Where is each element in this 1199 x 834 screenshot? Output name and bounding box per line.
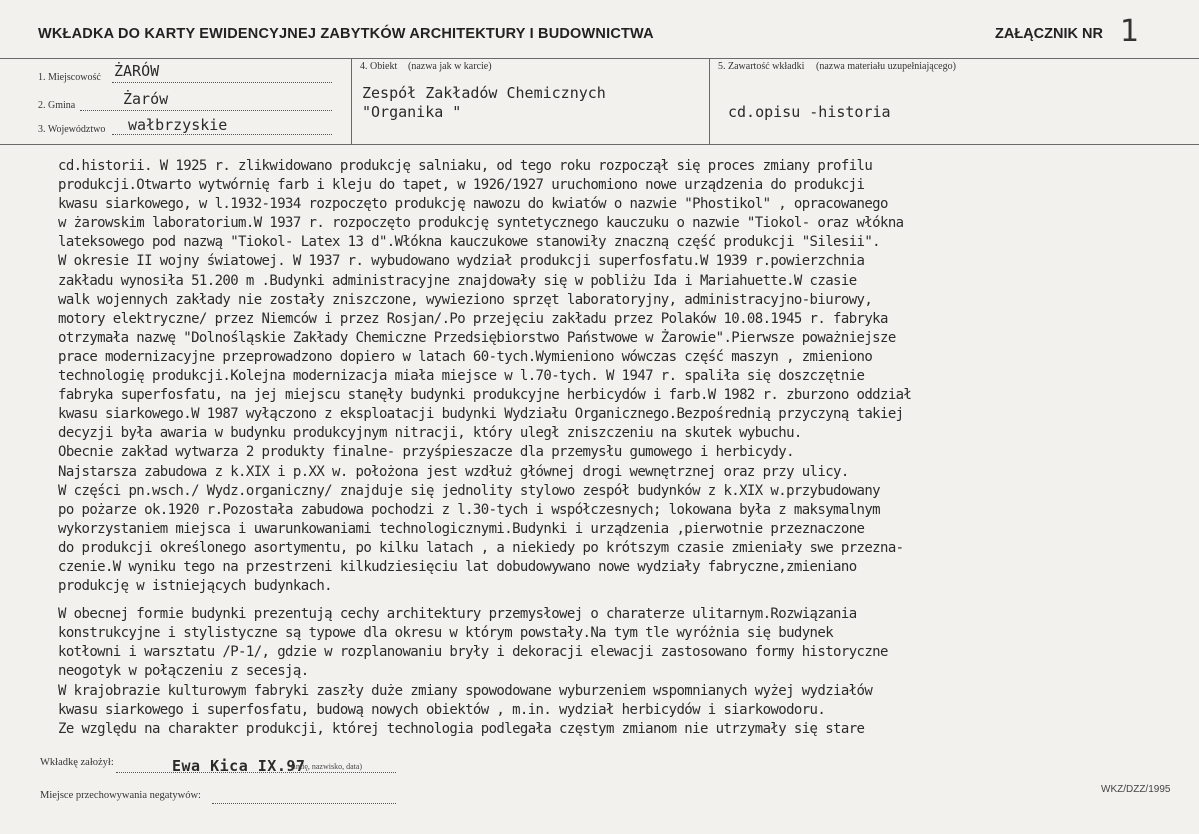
text-line: po pożarze ok.1920 r.Pozostała zabudowa pochodzi z l.30-tych i współczesnych; lokowana była z maksymalnym xyxy=(58,501,881,518)
object-name-line2: "Organika " xyxy=(362,103,462,121)
text-line: decyzji była awaria w budynku produkcyjnym nitracji, który uległ zniszczeniu na skutek wybuchu. xyxy=(58,425,802,442)
text-line: lateksowego pod nazwą "Tiokol- Latex 13 d".Włókna kauczukowe stanowiły znaczną część produkcji "Silesii". xyxy=(58,234,881,251)
object-label: 4. Obiekt xyxy=(360,61,398,72)
text-line: kotłowni i warsztatu /P-1/, gdzie w rozplanowaniu bryły i dekoracji elewacji zastosowano formy historyczne xyxy=(58,644,888,661)
text-line: W krajobrazie kulturowym fabryki zaszły duże zmiany spowodowane wyburzeniem wspomnianych wyżej wydziałów xyxy=(58,682,873,699)
annex-label: ZAŁĄCZNIK NR xyxy=(995,26,1103,42)
text-line: produkcję w istniejących budynkach. xyxy=(58,578,333,595)
text-line: do produkcji określonego asortymentu, po kilku latach , a niekiedy po krótszym czasie zmieniały swe przezna- xyxy=(58,539,904,556)
gmina-underline xyxy=(80,110,332,111)
contents-value: cd.opisu -historia xyxy=(728,103,891,121)
wojewodztwo-value: wałbrzyskie xyxy=(128,116,228,134)
gmina-label: 2. Gmina xyxy=(38,100,76,111)
object-name-line1: Zespół Zakładów Chemicznych xyxy=(362,84,606,102)
text-line: technologię produkcji.Kolejna modernizacja miała miejsce w l.70-tych. W 1947 r. spaliła się doszczętnie xyxy=(58,368,865,385)
text-line: kwasu siarkowego.W 1987 wyłączono z eksploatacji budynki Wydziału Organicznego.Bezpośrednią przyczyną takiej xyxy=(58,406,904,423)
form-title: WKŁADKA DO KARTY EWIDENCYJNEJ ZABYTKÓW ARCHITEKTURY I BUDOWNICTWA xyxy=(38,26,654,42)
text-line: W okresie II wojny światowej. W 1937 r. wybudowano wydział produkcji superfosfatu.W 1939 r.powierzchnia xyxy=(58,253,865,270)
text-line: fabryka superfosfatu, na jej miejscu stanęły budynki produkcyjne herbicydów i farb.W 1982 r. zburzono oddział xyxy=(58,387,912,404)
text-line: kwasu siarkowego, w l.1932-1934 rozpoczęto produkcję nawozu do kwiatów o nazwie "Phostikol" , opracowanego xyxy=(58,196,888,213)
miejscowosc-value: ŻARÓW xyxy=(114,62,160,80)
text-line: Ze względu na charakter produkcji, której technologia podlegała częstym zmianom nie utrzymały się stare xyxy=(58,720,865,737)
history-text xyxy=(58,157,1188,739)
text-line: neogotyk w połączeniu z secesją. xyxy=(58,663,309,680)
annex-number: 1 xyxy=(1120,14,1140,49)
text-line: walk wojennych zakłady nie zostały zniszczone, wywieziono sprzęt laboratoryjny, administracyjno-biurowy, xyxy=(58,291,873,308)
author-signature: Ewa Kica IX.97 xyxy=(172,757,306,775)
wojewodztwo-underline xyxy=(112,134,332,135)
negatives-storage-label: Miejsce przechowywania negatywów: xyxy=(40,790,201,801)
prepared-by-label: Wkładkę założył: xyxy=(40,757,114,768)
location-box xyxy=(0,58,352,145)
miejscowosc-label: 1. Miejscowość xyxy=(38,72,101,83)
negatives-storage-underline xyxy=(212,803,396,804)
text-line: zakładu wynosiła 51.200 m .Budynki administracyjne znajdowały się w pobliżu Ida i Mariahuette.W czasie xyxy=(58,272,857,289)
text-line: otrzymała nazwę "Dolnośląskie Zakłady Chemiczne Przedsiębiorstwo Państwowe w Żarowie".Pierwsze poważniejsze xyxy=(58,329,896,346)
miejscowosc-underline xyxy=(112,82,332,83)
form-header xyxy=(0,0,1199,59)
text-line: w żarowskim laboratorium.W 1937 r. rozpoczęto produkcję syntetycznego kauczuku o nazwie "Tiokol- oraz włókna xyxy=(58,215,904,232)
contents-note: (nazwa materiału uzupełniającego) xyxy=(816,61,956,72)
form-code: WKZ/DZZ/1995 xyxy=(1101,784,1171,795)
text-line: produkcji.Otwarto wytwórnię farb i kleju do tapet, w 1926/1927 uruchomiono nowe urządzenia do produkcji xyxy=(58,177,865,194)
object-note: (nazwa jak w karcie) xyxy=(408,61,492,72)
text-line: W obecnej formie budynki prezentują cechy architektury przemysłowej o charaterze ulitarnym.Rozwiązania xyxy=(58,606,857,623)
gmina-value: Żarów xyxy=(123,90,169,108)
paragraph-gap xyxy=(58,596,1188,605)
text-line: prace modernizacyjne przeprowadzono dopiero w latach 60-tych.Wymieniono wówczas część maszyn , zmieniono xyxy=(58,348,873,365)
text-line: konstrukcyjne i stylistyczne są typowe dla okresu w którym powstały.Na tym tle wyróżnia się budynek xyxy=(58,625,834,642)
text-line: Najstarsza zabudowa z k.XIX i p.XX w. położona jest wzdłuż głównej drogi wewnętrznej oraz przy ulicy. xyxy=(58,463,849,480)
text-line: wykorzystaniem miejsca i uwarunkowaniami technologicznymi.Budynki i urządzenia ,pierwotnie przeznaczone xyxy=(58,520,865,537)
text-line: cd.historii. W 1925 r. zlikwidowano produkcję salniaku, od tego roku rozpoczął się proces zmiany profilu xyxy=(58,158,873,174)
contents-box xyxy=(710,58,1199,145)
text-line: czenie.W wyniku tego na przestrzeni kilkudziesięciu lat dobudowywano nowe wydziały fabryczne,zmieniano xyxy=(58,558,857,575)
contents-label: 5. Zawartość wkładki xyxy=(718,61,805,72)
text-line: kwasu siarkowego i superfosfatu, budową nowych obiektów , m.in. wydział herbicydów i siarkowodoru. xyxy=(58,701,826,718)
signature-note: (imię, nazwisko, data) xyxy=(291,762,363,771)
text-line: Obecnie zakład wytwarza 2 produkty finalne- przyśpieszacze dla przemysłu gumowego i herbicydy. xyxy=(58,444,794,461)
wojewodztwo-label: 3. Województwo xyxy=(38,124,106,135)
text-line: motory elektryczne/ przez Niemców i przez Rosjan/.Po przejęciu zakładu przez Polaków 10.08.1945 r. fabryka xyxy=(58,310,888,327)
object-box xyxy=(352,58,710,145)
text-line: W części pn.wsch./ Wydz.organiczny/ znajduje się jednolity stylowo zespół budynków z k.XIX w.przybudowany xyxy=(58,482,881,499)
